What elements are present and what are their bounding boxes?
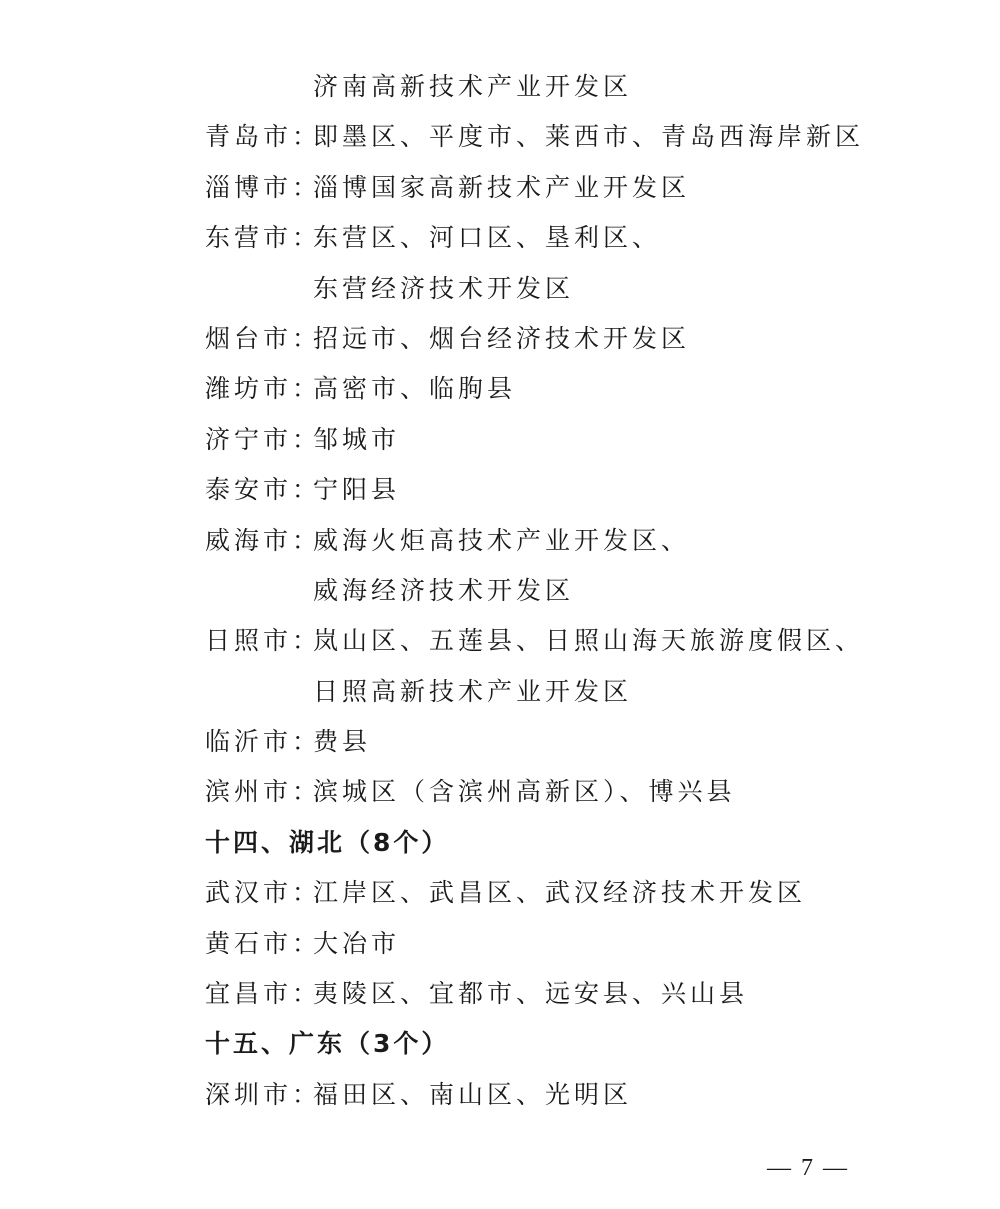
pilot-area-list [205, 62, 905, 1120]
district-text: 岚山区、五莲县、日照山海天旅游度假区、 [313, 626, 865, 656]
district-text: 招远市、烟台经济技术开发区 [313, 323, 691, 353]
district-text: 淄博国家高新技术产业开发区 [313, 172, 691, 202]
district-text: 威海火炬高技术产业开发区、 [313, 525, 691, 555]
city-label: 武汉市： [205, 878, 322, 908]
list-line-yichang [205, 969, 905, 1019]
list-line-yantai [205, 314, 905, 364]
city-label: 潍坊市： [205, 374, 322, 404]
list-line-huangshi [205, 919, 905, 969]
list-line-continuation [205, 566, 905, 616]
city-label: 日照市： [205, 626, 322, 656]
city-label: 宜昌市： [205, 979, 322, 1009]
district-text: 威海经济技术开发区 [313, 575, 575, 605]
section-heading-guangdong: 十五、广东（3个） [205, 1029, 450, 1059]
list-line-continuation [205, 667, 905, 717]
district-text: 东营区、河口区、垦利区、 [313, 223, 662, 253]
list-line-weihai [205, 516, 905, 566]
district-text: 夷陵区、宜都市、远安县、兴山县 [313, 979, 749, 1009]
city-label: 东营市： [205, 223, 322, 253]
district-text: 济南高新技术产业开发区 [313, 72, 633, 101]
city-label: 淄博市： [205, 172, 322, 202]
section-heading-hubei: 十四、湖北（8个） [205, 827, 450, 857]
list-line-zibo [205, 163, 905, 213]
city-label: 临沂市： [205, 727, 322, 757]
city-label: 黄石市： [205, 928, 322, 958]
list-line-weifang [205, 364, 905, 414]
district-text: 江岸区、武昌区、武汉经济技术开发区 [313, 878, 807, 908]
list-line-wuhan [205, 868, 905, 918]
list-line-rizhao [205, 616, 905, 666]
list-line-taian [205, 465, 905, 515]
list-line-dongying [205, 213, 905, 263]
list-line-qingdao [205, 112, 905, 162]
city-label: 泰安市： [205, 475, 322, 505]
district-text: 宁阳县 [313, 475, 401, 505]
city-label: 青岛市： [205, 122, 322, 152]
district-text: 日照高新技术产业开发区 [313, 676, 633, 706]
list-line-shenzhen [205, 1070, 905, 1120]
district-text: 邹城市 [313, 424, 401, 454]
district-text: 福田区、南山区、光明区 [313, 1079, 633, 1109]
list-line-binzhou [205, 767, 905, 817]
district-text: 高密市、临朐县 [313, 374, 517, 404]
district-text: 滨城区（含滨州高新区）、博兴县 [313, 777, 736, 807]
list-line-jining [205, 415, 905, 465]
district-text: 费县 [313, 727, 372, 757]
city-label: 济宁市： [205, 424, 322, 454]
city-label: 威海市： [205, 525, 322, 555]
list-line-continuation [205, 264, 905, 314]
city-label: 深圳市： [205, 1079, 322, 1109]
district-text: 东营经济技术开发区 [313, 273, 575, 303]
district-text: 即墨区、平度市、莱西市、青岛西海岸新区 [313, 122, 865, 152]
city-label: 滨州市： [205, 777, 322, 807]
list-line-continuation [205, 62, 905, 112]
page-number: — 7 — [767, 1155, 849, 1181]
city-label: 烟台市： [205, 323, 322, 353]
list-line-linyi [205, 717, 905, 767]
district-text: 大冶市 [313, 928, 401, 958]
